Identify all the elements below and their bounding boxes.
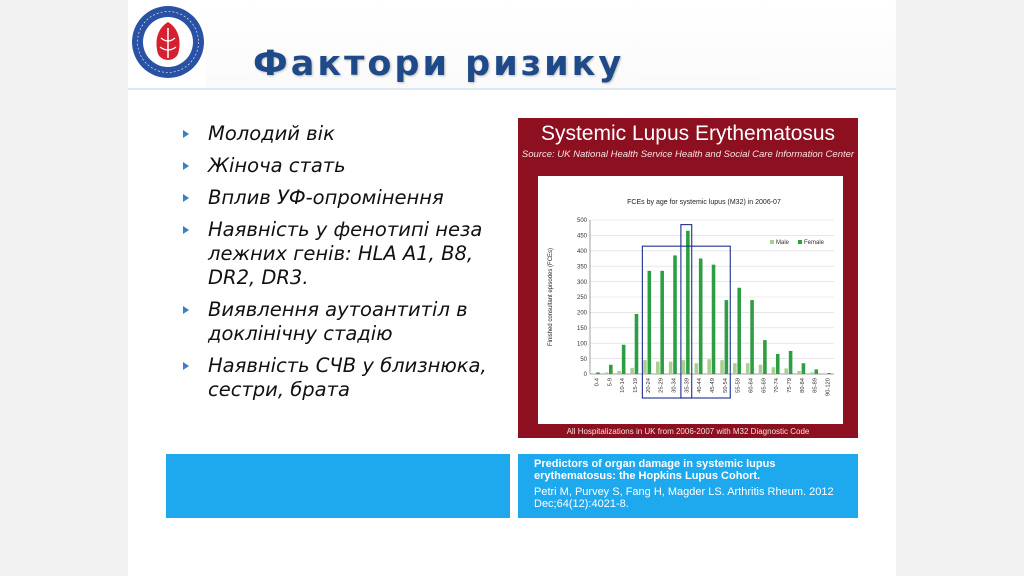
bar-female — [750, 300, 754, 374]
x-tick-label: 75-79 — [787, 378, 794, 393]
chart-frame — [518, 118, 858, 438]
chart-frame-title: Systemic Lupus Erythematosus — [540, 122, 836, 145]
bar-male — [656, 362, 660, 374]
bar-female — [648, 271, 652, 374]
slide — [128, 0, 896, 576]
triangle-right-icon — [183, 130, 189, 138]
bar-female — [827, 373, 831, 374]
x-tick-label: 40-44 — [697, 378, 704, 393]
bullet-text: Наявність у фенотипі неза лежних генів: HLA A1, B8, DR2, DR3. — [208, 218, 483, 289]
bar-female — [802, 363, 806, 374]
y-tick-label: 500 — [576, 218, 587, 225]
x-tick-label: 30-34 — [671, 378, 678, 393]
bullet-text: Жіноча стать — [208, 154, 346, 177]
legend-swatch — [770, 240, 774, 244]
bar-female — [789, 351, 793, 374]
bar-female — [673, 255, 677, 374]
bullet-item — [183, 354, 508, 402]
bar-male — [643, 360, 647, 374]
bar-male — [630, 368, 634, 374]
y-tick-label: 400 — [576, 249, 587, 255]
x-tick-label: 70-74 — [774, 378, 781, 393]
legend-label: Male — [776, 240, 790, 246]
reference-title: Predictors of organ damage in systemic lupus erythematosus: the Hopkins Lupus Cohort. — [534, 458, 776, 482]
y-axis-label: Finished consultant episodes (FCEs) — [548, 247, 554, 347]
bar-male — [823, 373, 827, 374]
bar-male — [592, 373, 596, 374]
y-tick-label: 100 — [576, 341, 587, 348]
x-tick-label: 65-69 — [761, 378, 768, 393]
legend-label: Female — [804, 240, 825, 246]
bullet-text: Виявлення аутоантитіл в доклінічну стадію — [208, 298, 468, 345]
bar-female — [725, 300, 729, 374]
logo-emblem-icon — [128, 0, 206, 84]
bar-male — [746, 363, 750, 374]
bar-male — [772, 367, 776, 374]
bar-female — [737, 288, 741, 374]
x-tick-label: 80-84 — [799, 378, 806, 393]
triangle-right-icon — [183, 306, 189, 314]
bullet-text: Вплив УФ-опромінення — [208, 186, 444, 209]
x-tick-label: 50-54 — [722, 378, 729, 393]
bullet-text: Молодий вік — [208, 122, 335, 145]
triangle-right-icon — [183, 362, 189, 370]
footer-bar-left — [166, 454, 510, 518]
inner-chart-title: FCEs by age for systemic lupus (M32) in 2006-07 — [627, 199, 781, 206]
y-tick-label: 0 — [583, 372, 587, 379]
y-tick-label: 150 — [576, 326, 587, 332]
bar-female — [596, 372, 600, 374]
slide-title: Фактори ризику — [253, 44, 625, 84]
bar-male — [810, 372, 814, 374]
bullet-item — [183, 218, 508, 290]
bar-female — [635, 314, 639, 374]
bar-female — [686, 231, 690, 374]
x-tick-label: 0-4 — [594, 378, 601, 387]
x-tick-label: 5-9 — [607, 378, 614, 387]
bar-male — [759, 365, 763, 374]
bullet-item — [183, 298, 508, 346]
y-tick-label: 300 — [576, 279, 587, 286]
bar-male — [733, 363, 737, 374]
bar-female — [712, 265, 716, 374]
reference-box — [518, 454, 858, 518]
legend-swatch — [798, 240, 802, 244]
bar-male — [707, 359, 711, 374]
bullet-item — [183, 122, 508, 146]
lupus-age-bar-chart — [538, 176, 843, 424]
reference-citation: Petri M, Purvey S, Fang H, Magder LS. Arthritis Rheum. 2012 Dec;64(12):4021-8. — [534, 486, 834, 510]
x-tick-label: 60-64 — [748, 378, 755, 393]
y-tick-label: 350 — [576, 264, 587, 271]
bar-female — [776, 354, 780, 374]
bullet-item — [183, 154, 508, 178]
bar-female — [609, 365, 613, 374]
bar-male — [695, 363, 699, 374]
x-tick-label: 85-89 — [812, 378, 819, 393]
x-tick-label: 55-59 — [735, 378, 742, 393]
triangle-right-icon — [183, 162, 189, 170]
x-tick-label: 15-19 — [632, 378, 639, 393]
triangle-right-icon — [183, 226, 189, 234]
title-divider — [128, 88, 896, 90]
x-tick-label: 10-14 — [620, 378, 627, 393]
y-tick-label: 50 — [580, 356, 587, 363]
x-tick-label: 25-29 — [658, 378, 665, 393]
chart-panel — [538, 176, 843, 424]
bar-female — [814, 369, 818, 374]
chart-footnote: All Hospitalizations in UK from 2006-2007 with M32 Diagnostic Code — [566, 427, 810, 436]
x-tick-label: 45-49 — [710, 378, 716, 393]
bar-female — [622, 345, 626, 374]
y-tick-label: 450 — [576, 233, 587, 240]
bar-male — [669, 362, 673, 374]
y-tick-label: 250 — [576, 295, 587, 302]
institute-logo — [128, 0, 206, 84]
x-tick-label: 35-39 — [684, 378, 691, 393]
bar-female — [699, 259, 703, 375]
bar-male — [605, 372, 609, 374]
chart-source: Source: UK National Health Service Health and Social Care Information Center — [521, 149, 855, 160]
triangle-right-icon — [183, 194, 189, 202]
y-tick-label: 200 — [576, 310, 587, 317]
bar-male — [720, 360, 724, 374]
bar-male — [784, 368, 788, 374]
bar-female — [763, 340, 767, 374]
x-tick-label: 20-24 — [645, 378, 652, 393]
bullet-text: Наявність СЧВ у близнюка, сестри, брата — [208, 354, 487, 401]
bar-male — [797, 371, 801, 374]
bullet-item — [183, 186, 508, 210]
x-tick-label: 90-120 — [825, 378, 832, 397]
bar-male — [682, 360, 686, 374]
risk-factor-list — [183, 122, 508, 410]
bar-male — [617, 371, 621, 374]
bar-female — [660, 271, 664, 374]
